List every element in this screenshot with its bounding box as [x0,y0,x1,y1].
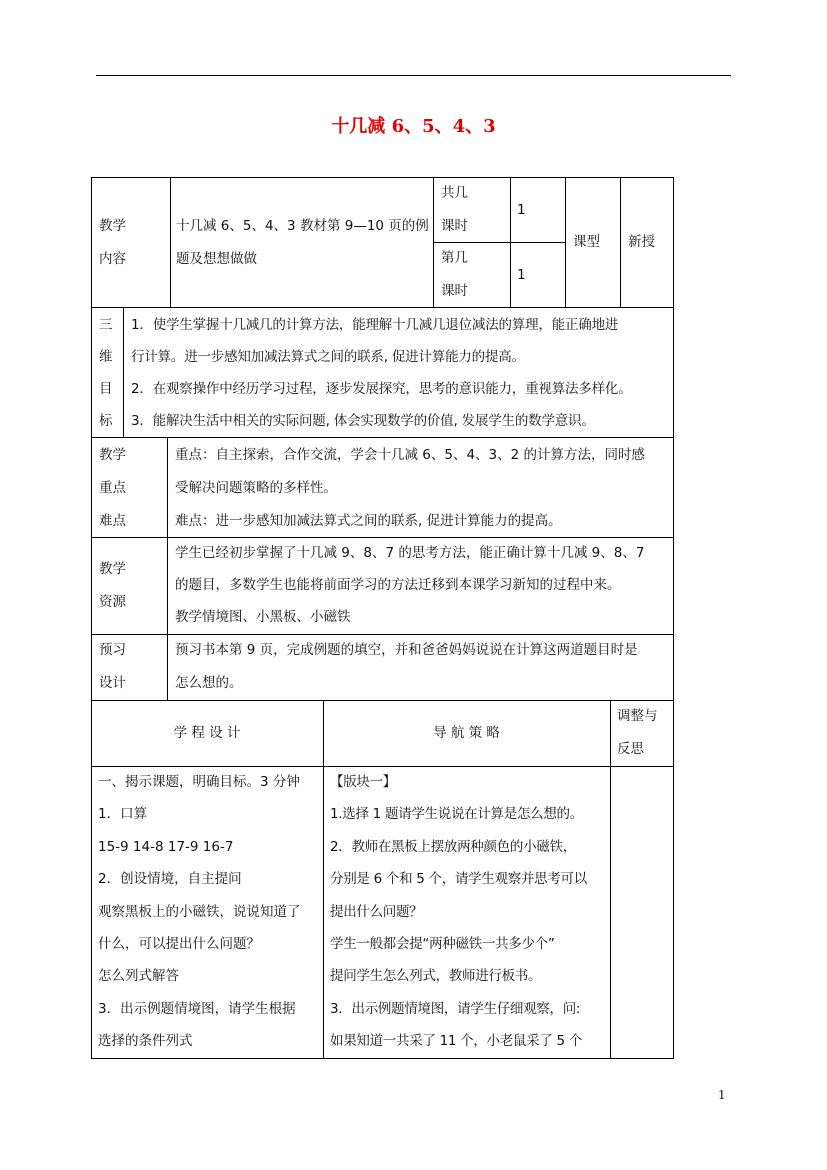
resources-text [175,537,644,633]
lesson-type-value: 新授 [628,234,655,250]
reflection-col-header: 调整与 [617,708,658,724]
goal-line: 2．在观察操作中经历学习过程，逐步发展探究，思考的意识能力，重视算法多样化。 [131,381,632,397]
table-border-right [673,177,674,1058]
col-divider [610,700,611,1058]
strategy-line: 提出什么问题？ [330,903,423,920]
plan-line: 选择的条件列式 [98,1033,193,1050]
strategy-line: 2．教师在黑板上摆放两种颜色的小磁铁， [330,838,576,855]
focus-label-line: 重点 [99,480,126,496]
plan-left-text [98,766,301,1058]
row-label-line: 内容 [99,251,126,267]
preview-line: 怎么想的。 [175,675,243,691]
table-border-top [91,177,674,178]
resources-line: 学生已经初步掌握了十几减 9、8、7 的思考方法，能正确计算十几减 9、8、7 [175,545,645,561]
goals-label-char: 标 [99,413,113,429]
row-divider [91,437,674,438]
lesson-type-label: 课型 [573,234,600,250]
strategy-line: 3．出示例题情境图，请学生仔细观察，问: [330,1000,581,1017]
goal-line: 3．能解决生活中相关的实际问题, 体会实现数学的价值, 发展学生的数学意识。 [131,413,595,429]
col-divider [433,177,434,307]
plan-line: 1．口算 [98,806,148,823]
plan-line: 2．创设情境，自主提问 [98,871,242,888]
strategy-line: 【版块一】 [330,774,396,790]
row-divider [91,307,674,308]
row-divider [91,700,674,701]
lesson-no-label: 第几 [441,250,468,266]
resources-label-line: 资源 [99,594,126,610]
col-divider [620,177,621,307]
preview-line: 预习书本第 9 页，完成例题的填空，并和爸爸妈妈说说在计算这两道题目时是 [175,642,638,658]
focus-line: 受解决问题策略的多样性。 [175,480,337,496]
goal-line: 行计算。进一步感知加减法算式之间的联系, 促进计算能力的提高。 [131,349,525,365]
plan-line: 15-9 14-8 17-9 16-7 [98,838,234,855]
preview-text [175,634,638,700]
resources-line: 的题目，多数学生也能将前面学习的方法迁移到本课学习新知的过程中来。 [175,577,621,593]
lesson-no-value: 1 [517,267,526,283]
plan-line: 什么，可以提出什么问题？ [98,936,260,953]
col-divider [167,437,168,700]
goals-label-char: 维 [99,349,113,365]
focus-label-line: 难点 [99,513,126,529]
focus-label-line: 教学 [99,447,126,463]
col-divider [510,177,511,307]
goals-text [131,309,632,437]
preview-label-line: 设计 [99,675,126,691]
strategy-line: 学生一般都会提“两种磁铁一共多少个” [330,936,555,953]
preview-label-line: 预习 [99,642,126,658]
strategy-line: 分别是 6 个和 5 个，请学生观察并思考可以 [330,871,587,888]
lesson-no-label: 课时 [441,283,468,299]
resources-line: 教学情境图、小黑板、小磁铁 [175,609,351,625]
page-title: 十几减 6、5、4、3 [331,116,496,137]
goals-label-char: 目 [99,381,113,397]
content-line: 题及想想做做 [176,251,257,267]
focus-line: 重点：自主探索，合作交流，学会十几减 6、5、4、3、2 的计算方法，同时感 [175,447,646,463]
focus-text [175,439,645,538]
page-number: 1 [718,1088,726,1102]
col-divider [123,307,124,437]
content-line: 十几减 6、5、4、3 教材第 9—10 页的例 [176,218,429,234]
row-label-line: 教学 [99,218,126,234]
strategy-line: 提问学生怎么列式，教师进行板书。 [330,968,542,985]
strategy-col-header: 导 航 策 略 [433,725,500,741]
reflection-col-header: 反思 [617,741,644,757]
plan-mid-text [330,766,587,1058]
plan-col-header: 学 程 设 计 [173,725,241,741]
resources-label-line: 教学 [99,561,126,577]
strategy-line: 如果知道一共采了 11 个，小老鼠采了 5 个 [330,1033,583,1050]
goal-line: 1．使学生掌握十几减几的计算方法，能理解十几减几退位减法的算理，能正确地进 [131,317,619,333]
focus-line: 难点：进一步感知加减法算式之间的联系, 促进计算能力的提高。 [175,513,562,529]
plan-line: 怎么列式解答 [98,968,179,985]
col-divider [323,700,324,1058]
col-divider [170,177,171,307]
header-rule [96,75,731,76]
plan-line: 一、揭示课题，明确目标。3 分钟 [98,774,300,790]
total-hours-label: 课时 [441,218,468,234]
total-hours-value: 1 [517,202,526,218]
strategy-line: 1.选择 1 题请学生说说在计算是怎么想的。 [330,806,583,823]
goals-label-char: 三 [99,317,113,333]
table-border-bottom [91,1058,674,1059]
plan-line: 观察黑板上的小磁铁，说说知道了 [98,903,301,920]
total-hours-label: 共几 [441,185,468,201]
plan-line: 3．出示例题情境图，请学生根据 [98,1000,296,1017]
table-border-left [91,177,92,1058]
col-divider [565,177,566,307]
